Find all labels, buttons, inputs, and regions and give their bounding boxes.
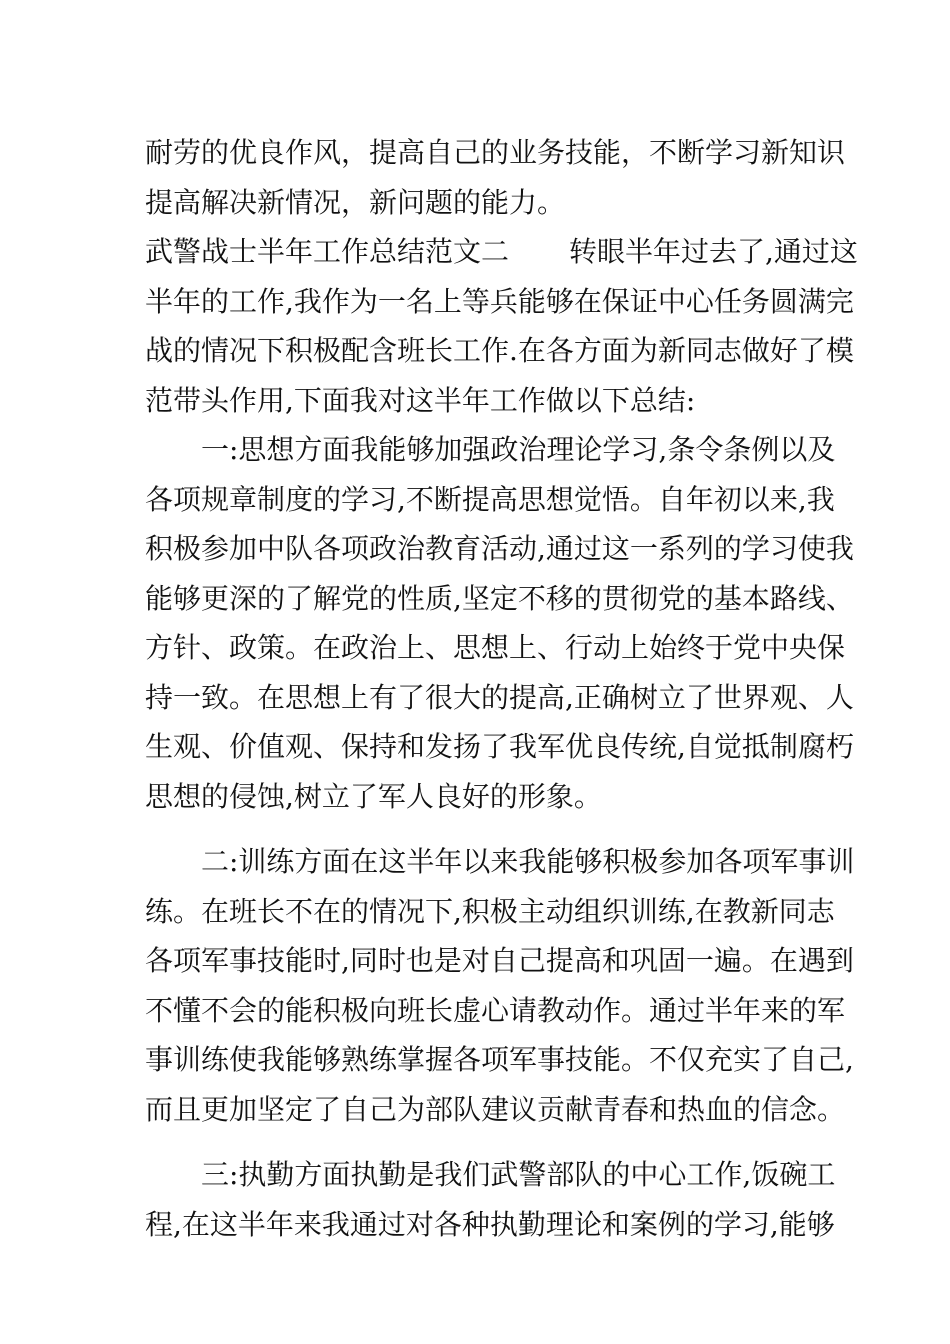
text-line: 战的情况下积极配含班长工作.在各方面为新同志做好了模 xyxy=(145,334,854,367)
text-line: 提高解决新情况，新问题的能力。 xyxy=(145,185,566,219)
text-line: 耐劳的优良作风，提高自己的业务技能，不断学习新知识 xyxy=(145,136,846,169)
text-line: 各项军事技能时,同时也是对自己提高和巩固一遍。在遇到 xyxy=(145,944,854,977)
text-line: 持一致。在思想上有了很大的提高,正确树立了世界观、人 xyxy=(145,680,854,714)
text-line: 生观、价值观、保持和发扬了我军优良传统,自觉抵制腐朽 xyxy=(145,730,854,763)
paragraph-first-line: 三:执勤方面执勤是我们武警部队的中心工作,饭碗工 xyxy=(201,1158,836,1191)
text-line: 不懂不会的能积极向班长虚心请教动作。通过半年来的军 xyxy=(145,993,846,1027)
text-line: 能够更深的了解党的性质,坚定不移的贯彻党的基本路线、 xyxy=(145,581,854,615)
text-line-start: 转眼半年过去了,通过这 xyxy=(569,235,858,268)
text-line: 积极参加中队各项政治教育活动,通过这一系列的学习使我 xyxy=(145,532,854,565)
text-line: 各项规章制度的学习,不断提高思想觉悟。自年初以来,我 xyxy=(145,482,835,516)
text-line: 范带头作用,下面我对这半年工作做以下总结: xyxy=(145,383,696,417)
text-line: 而且更加坚定了自己为部队建议贡献青春和热血的信念。 xyxy=(145,1092,846,1126)
paragraph-first-line: 一:思想方面我能够加强政治理论学习,条令条例以及 xyxy=(201,433,836,466)
document-body xyxy=(145,128,858,1249)
text-line: 事训练使我能够熟练掌握各项军事技能。不仅充实了自己, xyxy=(145,1043,854,1076)
text-line: 思想的侵蚀,树立了军人良好的形象。 xyxy=(145,779,602,813)
text-line: 练。在班长不在的情况下,积极主动组织训练,在教新同志 xyxy=(145,894,835,928)
paragraph-first-line: 二:训练方面在这半年以来我能够积极参加各项军事训 xyxy=(201,845,855,878)
text-line: 半年的工作,我作为一名上等兵能够在保证中心任务圆满完 xyxy=(145,284,854,318)
text-line: 方针、政策。在政治上、思想上、行动上始终于党中央保 xyxy=(145,631,846,664)
section-heading-line xyxy=(145,227,858,277)
text-line: 程,在这半年来我通过对各种执勤理论和案例的学习,能够 xyxy=(145,1207,835,1241)
section-heading: 武警战士半年工作总结范文二 xyxy=(145,235,510,268)
